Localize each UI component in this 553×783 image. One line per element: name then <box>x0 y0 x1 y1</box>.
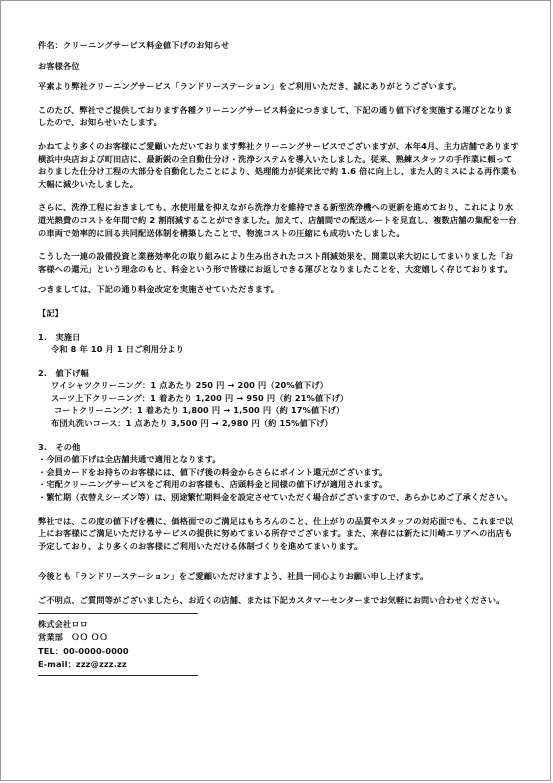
closing-paragraph-3: ご不明点、ご質問等がございましたら、お近くの店舗、または下記カスタマーセンターまでお気軽にお問い合わせください。 <box>38 595 505 605</box>
department-contact: 営業部 ＯＯ ＯＯ <box>38 632 108 643</box>
note-delivery-service: ・宅配クリーニングサービスをご利用のお客様も、店頭料金と同様の値下げが適用されます。 <box>38 479 388 490</box>
subject-line: 件名：クリーニングサービス料金値下げのお知らせ <box>38 40 230 50</box>
note-member-card: ・会員カードをお持ちのお客様には、値下げ後の料金からさらにポイント還元がございます。 <box>38 466 388 477</box>
paragraph-cost-reduction: さらに、洗浄工程におきましても、水使用量を抑えながら洗浄力を維持できる新型洗浄機への更新を進めており、これにより水道光熱費のコストを年間で約 2 割削減することができました。加えて、店舗間での配送ルートを見直し、複数店舗の集配を一台の車両で効率的に回る共同配送体制を構築したことで、物流コストの圧縮にも成功いたしました。 <box>38 202 517 238</box>
signature-block <box>38 618 520 672</box>
effective-date: 令和 8 年 10 月 1 日ご利用分より <box>51 344 185 355</box>
company-name: 株式会社ロロ <box>38 618 89 629</box>
paragraph-return-to-customers: こうした一連の設備投資と業務効率化の取り組みにより生み出されたコスト削減効果を、開業以来大切にしてまいりました「お客様への還元」という理念のもと、料金という形で皆様にお返しできる運びとなりましたことを、大変嬉しく存じております。 <box>38 251 514 274</box>
salutation: お客様各位 <box>38 60 80 71</box>
paragraph-announcement: このたび、弊社でご提供しております各種クリーニングサービス料金につきまして、下記の通り値下げを実施する運びとなりましたので、お知らせいたします。 <box>38 104 513 128</box>
ki-heading: 【記】 <box>38 307 64 318</box>
signature-top-rule <box>38 613 198 614</box>
signature-bottom-rule <box>38 675 198 676</box>
section-2-heading: 2. 値下げ幅 <box>38 367 89 378</box>
price-row-suit: スーツ上下クリーニング：1 着あたり 1,200 円 → 950 円（約 21%値下げ） <box>51 392 349 403</box>
section-3-heading: 3. その他 <box>38 441 81 452</box>
closing-paragraph-1: 弊社では、この度の値下げを機に、価格面でのご満足はもちろんのこと、仕上がりの品質やスタッフの対応面でも、これまで以上にお客様にご満足いただけるサービスの提供に努めてまいる所存でございます。また、来春には新たに川崎エリアへの出店も予定しており、より多くのお客様にご利用いただける体制づくりを進めてまいります。 <box>38 515 514 551</box>
section-1-heading: 1. 実施日 <box>38 331 81 342</box>
price-row-coat: コートクリーニング：1 着あたり 1,800 円 → 1,500 円（約 17%値下げ） <box>54 405 345 416</box>
paragraph-intro-ki: つきましては、下記の通り料金改定を実施させていただきます。 <box>38 284 280 295</box>
paragraph-background: かねてより多くのお客様にご愛顧いただいております弊社クリーニングサービスでございますが、本年4月、主力店舗であります横浜中央店および町田店に、最新鋭の全自動仕分け・洗浄システムを導入いたしました。従来、熟練スタッフの手作業に頼っておりました仕分け工程の大部分を自動化したことにより、処理能力が従来比で約 1.6 倍に向上し、また人的ミスによる再作業も大幅に減少いたしました。 <box>38 140 519 189</box>
email-address: E-mail：zzz@zzz.zz <box>38 659 127 670</box>
paragraph-greeting: 平素より弊社クリーニングサービス「ランドリーステーション」をご利用いただき、誠にありがとうございます。 <box>38 81 462 92</box>
document-body <box>38 39 520 676</box>
price-row-shirt: ワイシャツクリーニング：1 点あたり 250 円 → 200 円（20%値下げ） <box>51 380 329 391</box>
price-row-futon: 布団丸洗いコース：1 点あたり 3,500 円 → 2,980 円（約 15%値下げ） <box>51 418 333 429</box>
note-all-stores: ・今回の値下げは全店舗共通で適用となります。 <box>38 454 221 465</box>
note-busy-season: ・繁忙期（衣替えシーズン等）は、別途繁忙期料金を設定させていただく場合がございますので、あらかじめご了承ください。 <box>38 492 513 503</box>
telephone: TEL：00-0000-0000 <box>38 645 129 656</box>
closing-paragraph-2: 今後とも「ランドリーステーション」をご愛顧いただけますよう、社員一同心よりお願い申し上げます。 <box>38 571 429 582</box>
